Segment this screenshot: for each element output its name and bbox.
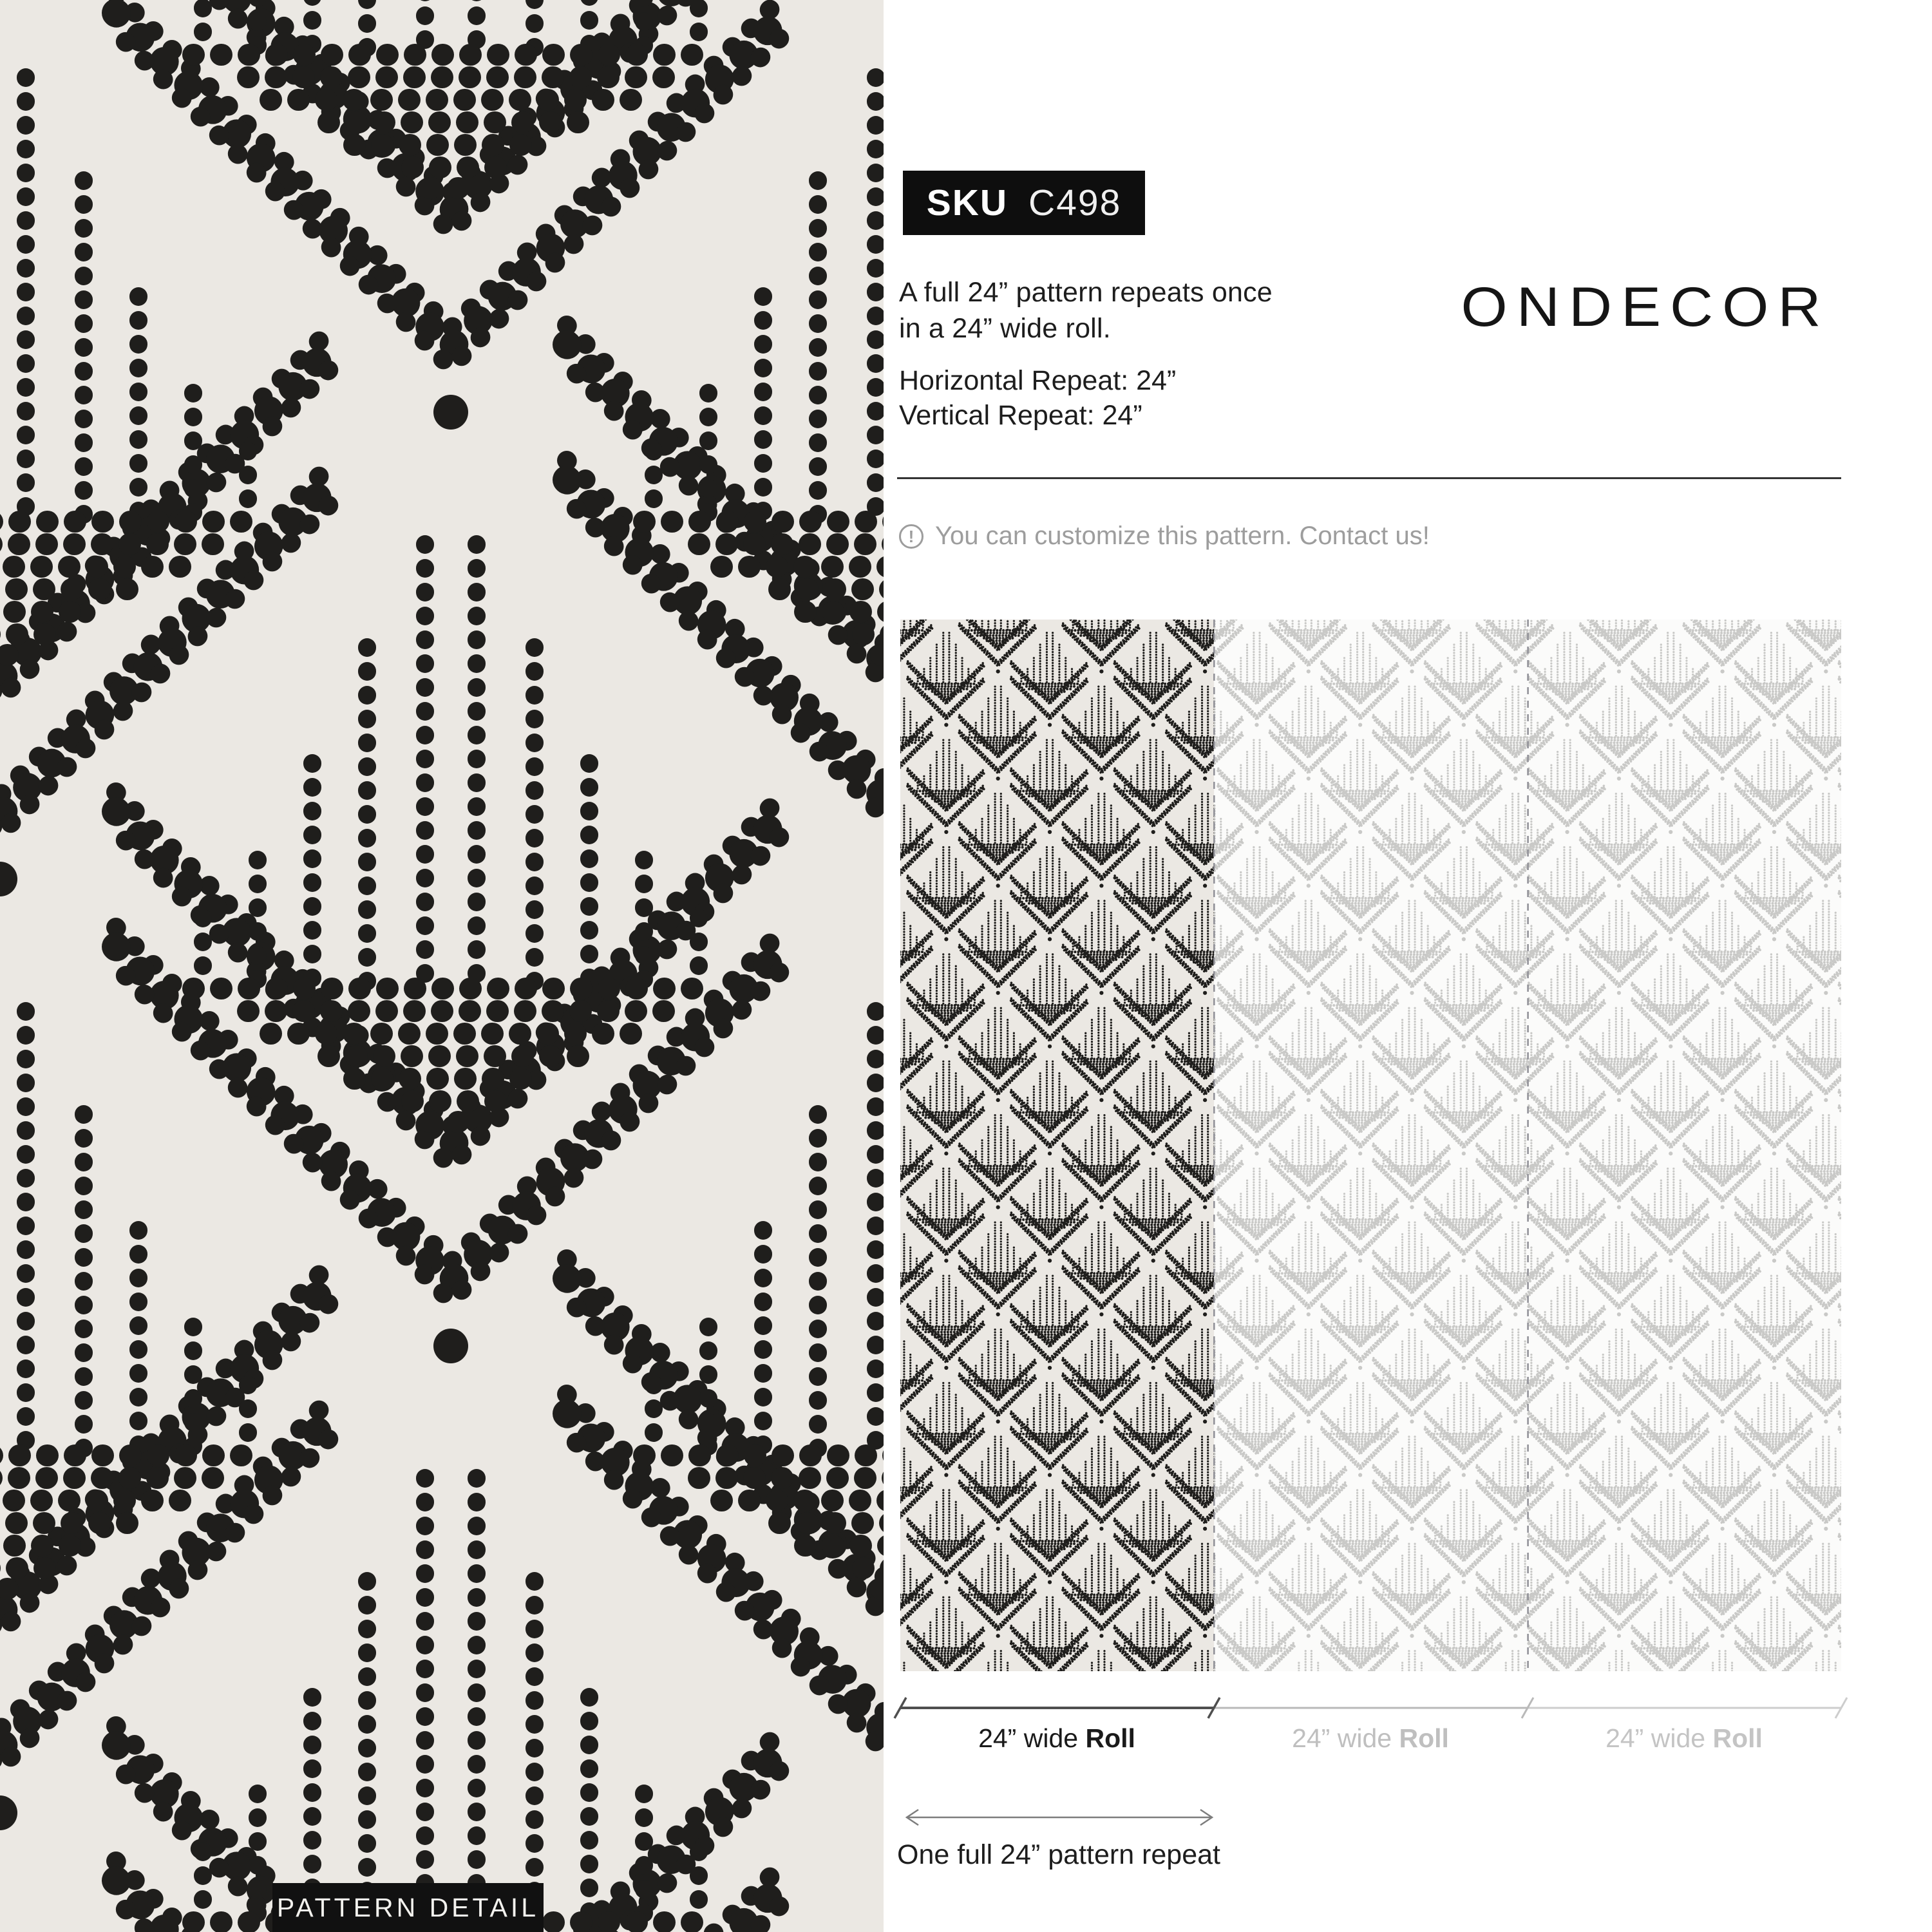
roll3-roll-text: Roll [1712, 1723, 1763, 1753]
repeat-caption: One full 24” pattern repeat [897, 1839, 1220, 1870]
repeat-specs [899, 363, 1176, 433]
roll2-roll-text: Roll [1399, 1723, 1449, 1753]
roll1-label [900, 1723, 1214, 1754]
brand-logo: ONDECOR [1461, 276, 1830, 338]
roll2-width-text: 24” wide [1292, 1723, 1392, 1753]
roll1-roll-text: Roll [1085, 1723, 1135, 1753]
sku-badge [903, 171, 1145, 235]
repeat-description-line2: in a 24” wide roll. [899, 313, 1111, 344]
roll-width-diagram [900, 620, 1841, 1671]
horizontal-repeat: Horizontal Repeat: 24” [899, 365, 1177, 396]
pattern-detail-panel [0, 0, 884, 1932]
repeat-description-line1: A full 24” pattern repeats once [899, 277, 1273, 308]
info-icon: ! [899, 524, 923, 549]
pattern-detail-label-badge [272, 1883, 544, 1932]
customize-note-text: You can customize this pattern. Contact us! [935, 522, 1430, 550]
roll1-width-text: 24” wide [978, 1723, 1079, 1753]
pattern-detail-label: PATTERN DETAIL [276, 1892, 540, 1922]
dimension-annotations [889, 1687, 1855, 1848]
roll2-label [1213, 1723, 1528, 1754]
repeat-description [899, 274, 1273, 346]
roll3-label [1527, 1723, 1841, 1754]
sku-label: SKU [926, 182, 1009, 223]
vertical-repeat: Vertical Repeat: 24” [899, 400, 1142, 431]
divider-line [897, 477, 1841, 479]
roll3-width-text: 24” wide [1605, 1723, 1706, 1753]
customize-note [899, 522, 1430, 551]
sku-code: C498 [1028, 182, 1122, 223]
